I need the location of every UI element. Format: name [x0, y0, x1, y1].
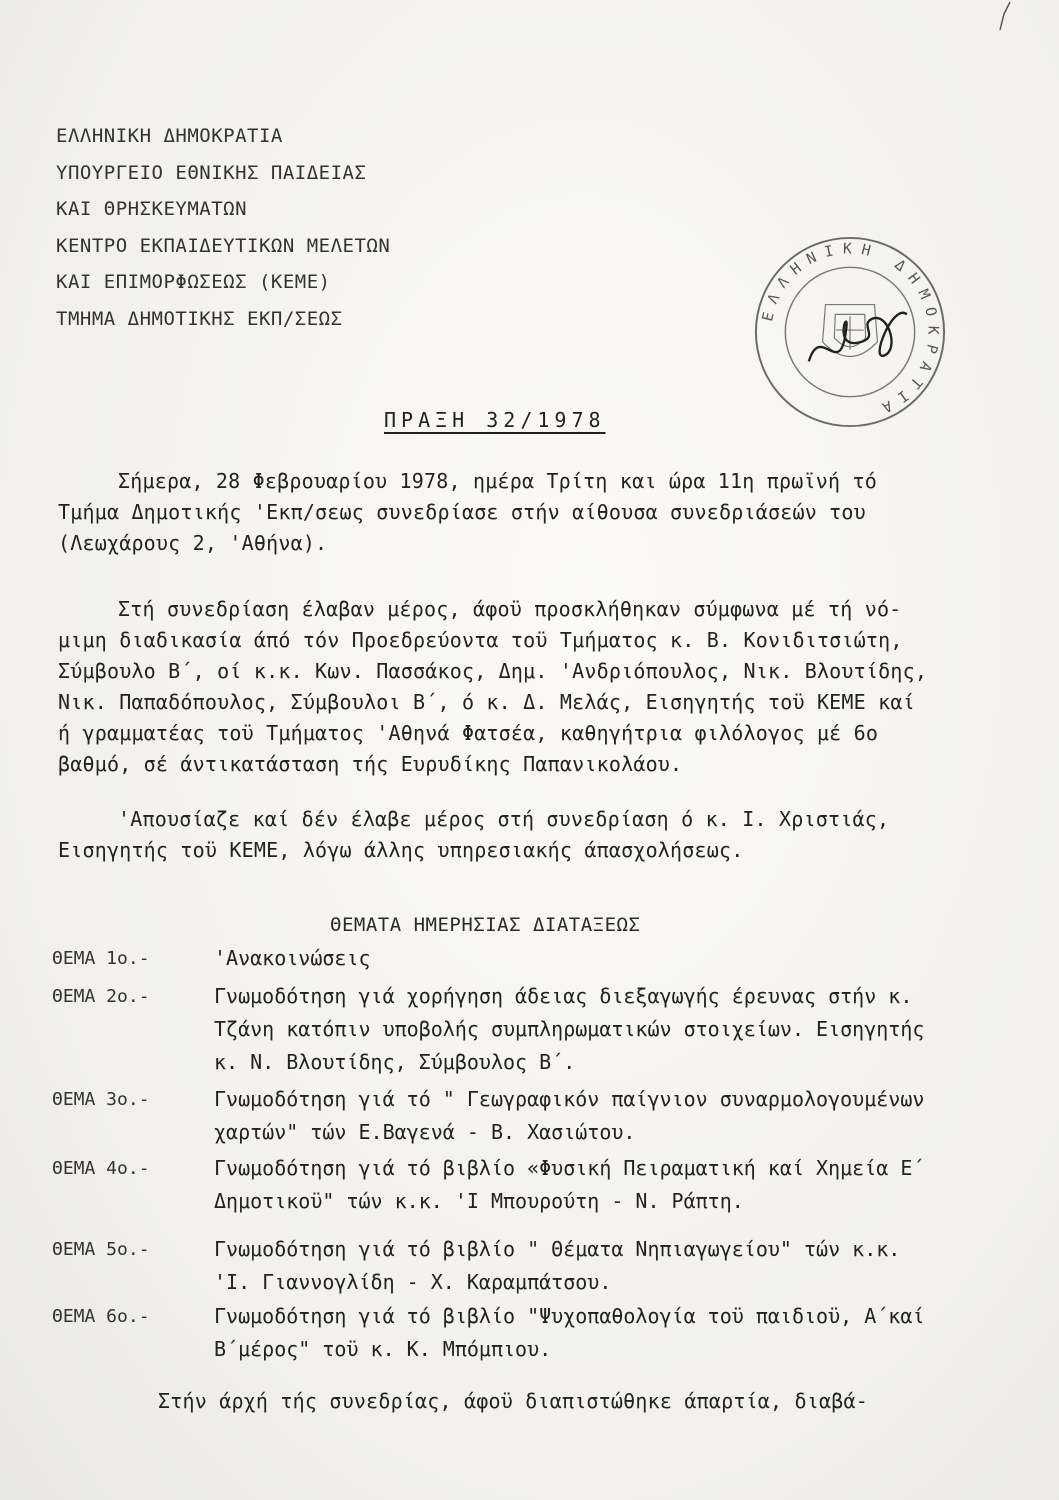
agenda-line: Γνωμοδότηση γιά τό " Γεωγραφικόν παίγνιον συναρμολογουμένων: [214, 1087, 925, 1111]
text-line: Σήμερα, 28 Φεβρουαρίου 1978, ημέρα Τρίτη και ώρα 11η πρωϊνή τό: [118, 469, 877, 493]
agenda-heading: ΘΕΜΑΤΑ ΗΜΕΡΗΣΙΑΣ ΔΙΑΤΑΞΕΩΣ: [330, 914, 641, 936]
paragraph-opening: [58, 466, 1048, 559]
agenda-item-text: [214, 1300, 1054, 1366]
agenda-item-text: [214, 980, 1054, 1079]
agenda-line: Δημοτικοϋ" τών κ.κ. 'Ι Μπουρούτη - Ν. Ράπτη.: [214, 1189, 744, 1213]
agenda-item-text: [214, 1083, 1054, 1149]
document-title: ΠΡΑΞΗ 32/1978: [384, 408, 606, 432]
agenda-line: Γνωμοδότηση γιά τό βιβλίο "Ψυχοπαθολογία τοϋ παιδιοϋ, Α΄καί: [214, 1304, 925, 1328]
agenda-line: 'Ι. Γιαννογλίδη - Χ. Καραμπάτσου.: [214, 1270, 612, 1294]
text-line: Στήν άρχή τής συνεδρίας, άφοϋ διαπιστώθηκε άπαρτία, διαβά-: [158, 1389, 868, 1413]
agenda-item-label: ΘΕΜΑ 5ο.-: [52, 1239, 150, 1260]
text-line: (Λεωχάρους 2, 'Αθήνα).: [58, 531, 328, 555]
agenda-item-text: [214, 1233, 1054, 1299]
header-line: ΚΑΙ ΕΠΙΜΟΡΦΩΣΕΩΣ (ΚΕΜΕ): [56, 271, 331, 293]
agenda-line: Τζάνη κατόπιν υποβολής συμπληρωματικών στοιχείων. Εισηγητής: [214, 1017, 925, 1041]
agenda-item-label: ΘΕΜΑ 4ο.-: [52, 1158, 150, 1179]
pen-mark: [960, 0, 1020, 40]
text-line: 'Απουσίαζε καί δέν έλαβε μέρος στή συνεδρίαση ό κ. Ι. Χριστιάς,: [118, 807, 890, 831]
seal-text: ΕΛΛΗΝΙΚΗ ΔΗΜΟΚΡΑΤΙΑ: [759, 240, 942, 420]
header-line: ΚΕΝΤΡΟ ΕΚΠΑΙΔΕΥΤΙΚΩΝ ΜΕΛΕΤΩΝ: [56, 234, 391, 257]
text-line: Τμήμα Δημοτικής 'Εκπ/σεως συνεδρίασε στήν αίθουσα συνεδριάσεών του: [58, 500, 866, 524]
agenda-item-label: ΘΕΜΑ 1ο.-: [52, 948, 150, 969]
agenda-line: Γνωμοδότηση γιά τό βιβλίο «Φυσική Πειραματική καί Χημεία Ε΄: [214, 1156, 925, 1180]
header-line: ΚΑΙ ΘΡΗΣΚΕΥΜΑΤΩΝ: [56, 198, 248, 220]
agenda-item-text: [214, 1152, 1054, 1218]
agenda-line: χαρτών" τών Ε.Βαγενά - Β. Χασιώτου.: [214, 1120, 636, 1144]
agenda-line: Γνωμοδότηση γιά τό βιβλίο " Θέματα Νηπιαγωγείου" τών κ.κ.: [214, 1237, 901, 1261]
agenda-item-label: ΘΕΜΑ 3ο.-: [52, 1089, 150, 1110]
agenda-item-label: ΘΕΜΑ 6ο.-: [52, 1306, 150, 1327]
institution-header: [56, 118, 390, 337]
agenda-line: 'Ανακοινώσεις: [214, 946, 371, 970]
agenda-line: κ. Ν. Βλουτίδης, Σύμβουλος Β΄.: [214, 1050, 576, 1074]
official-seal-stamp: [752, 234, 948, 430]
paragraph-attendees: [58, 594, 1048, 780]
agenda-item-label: ΘΕΜΑ 2ο.-: [52, 986, 150, 1007]
text-line: ή γραμματέας τοϋ Τμήματος 'Αθηνά Φατσέα, καθηγήτρια φιλόλογος μέ 6ο: [58, 721, 879, 745]
text-line: Εισηγητής τοϋ ΚΕΜΕ, λόγω άλλης υπηρεσιακής άπασχολήσεως.: [58, 838, 744, 862]
agenda-item-text: [214, 942, 1054, 975]
text-line: μιμη διαδικασία άπό τόν Προεδρεύοντα τοϋ Τμήματος κ. Β. Κονιδιτσιώτη,: [58, 628, 903, 652]
paragraph-closing: [58, 1386, 1048, 1417]
text-line: Σύμβουλο Β΄, οί κ.κ. Κων. Πασσάκος, Δημ. 'Ανδριόπουλος, Νικ. Βλουτίδης,: [58, 659, 928, 683]
agenda-line: Γνωμοδότηση γιά χορήγηση άδειας διεξαγωγής έρευνας στήν κ.: [214, 984, 913, 1008]
signature-scribble: [809, 313, 907, 362]
paragraph-absence: [58, 804, 1048, 866]
header-line: ΕΛΛΗΝΙΚΗ ΔΗΜΟΚΡΑΤΙΑ: [56, 125, 283, 147]
header-line: ΤΜΗΜΑ ΔΗΜΟΤΙΚΗΣ ΕΚΠ/ΣΕΩΣ: [56, 307, 343, 330]
agenda-line: Β΄μέρος" τοϋ κ. Κ. Μπόμπιου.: [214, 1337, 552, 1361]
header-line: ΥΠΟΥΡΓΕΙΟ ΕΘΝΙΚΗΣ ΠΑΙΔΕΙΑΣ: [56, 161, 367, 184]
text-line: Στή συνεδρίαση έλαβαν μέρος, άφοϋ προσκλήθηκαν σύμφωνα μέ τή νό-: [118, 597, 902, 621]
text-line: Νικ. Παπαδόπουλος, Σύμβουλοι Β΄, ό κ. Δ. Μελάς, Εισηγητής τοϋ ΚΕΜΕ καί: [58, 690, 915, 714]
text-line: βαθμό, σέ άντικατάσταση τής Ευρυδίκης Παπανικολάου.: [58, 752, 683, 776]
